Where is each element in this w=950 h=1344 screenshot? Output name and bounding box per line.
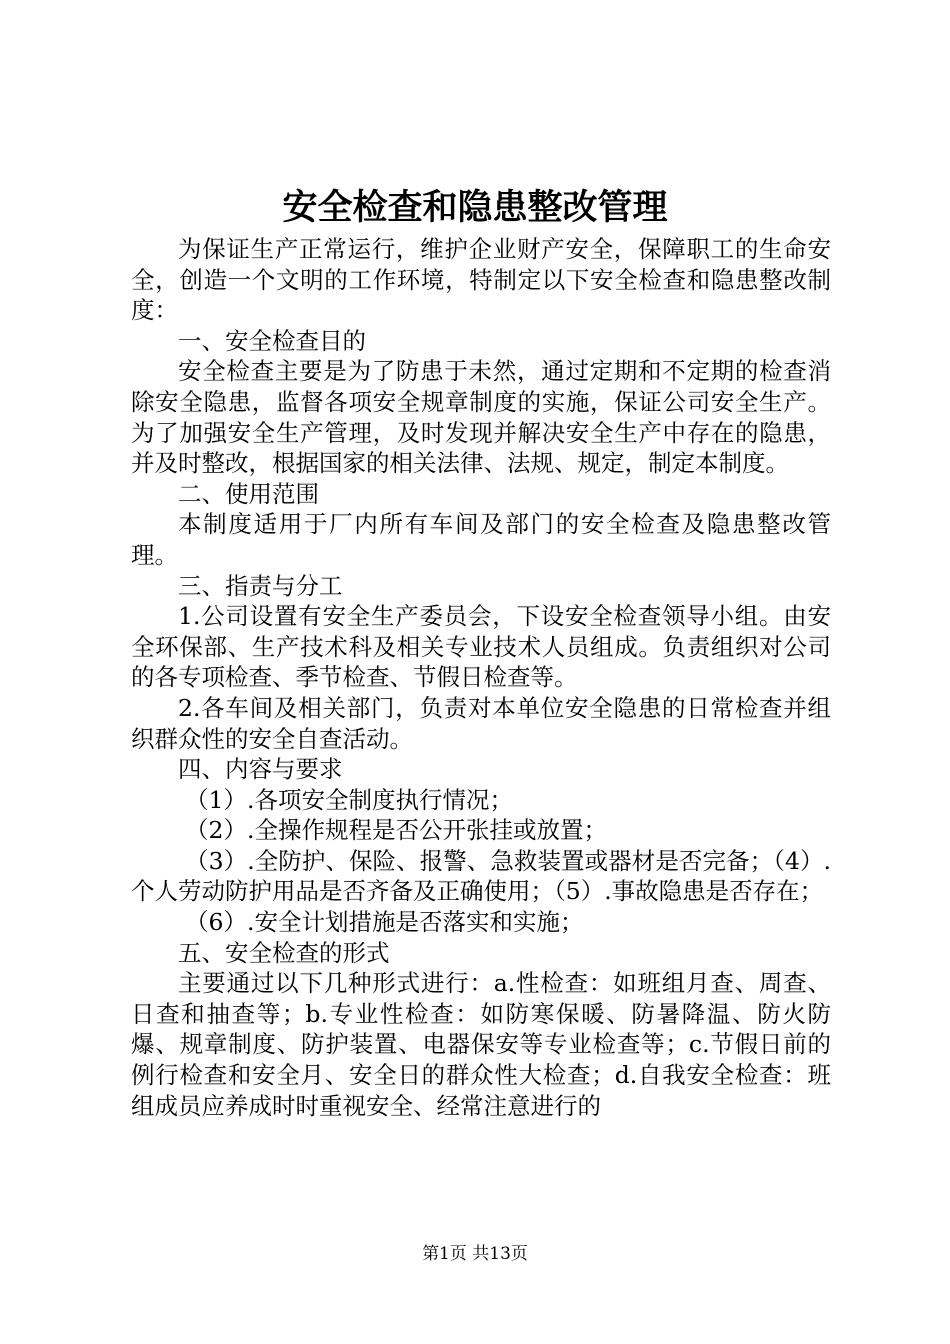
document-body xyxy=(131,234,831,1121)
forms-paragraph: 主要通过以下几种形式进行：a.性检查：如班组月查、周查、日查和抽查等；b.专业性检查：如防寒保暖、防暑降温、防火防爆、规章制度、防护装置、电器保安等专业检查等；c.节假日前的例行检查和安全月、安全日的群众性大检查；d.自我安全检查：班组成员应养成时时重视安全、经常注意进行的 xyxy=(131,969,831,1120)
page-number-footer: 第1页 共13页 xyxy=(422,1244,528,1264)
document-title: 安全检查和隐患整改管理 xyxy=(282,187,668,228)
section-heading-scope: 二、使用范围 xyxy=(178,479,319,508)
content-item-3-5: （3）.全防护、保险、报警、急救装置或器材是否完备；（4）.个人劳动防护用品是否齐备及正确使用；（5）.事故隐患是否存在； xyxy=(131,846,831,906)
content-item-2: （2）.全操作规程是否公开张挂或放置； xyxy=(185,816,607,845)
scope-paragraph: 本制度适用于厂内所有车间及部门的安全检查及隐患整改管理。 xyxy=(131,510,831,569)
section-heading-purpose: 一、安全检查目的 xyxy=(178,326,366,355)
purpose-paragraph: 安全检查主要是为了防患于未然，通过定期和不定期的检查消除安全隐患，监督各项安全规章制度的实施，保证公司安全生产。为了加强安全生产管理，及时发现并解决安全生产中存在的隐患，并及时整改，根据国家的相关法律、法规、规定，制定本制度。 xyxy=(131,357,831,478)
duties-item-2: 2.各车间及相关部门，负责对本单位安全隐患的日常检查并组织群众性的安全自查活动。 xyxy=(131,693,831,753)
section-heading-forms: 五、安全检查的形式 xyxy=(178,938,390,967)
content-item-1: （1）.各项安全制度执行情况； xyxy=(185,785,513,814)
intro-paragraph: 为保证生产正常运行，维护企业财产安全，保障职工的生命安全，创造一个文明的工作环境，特制定以下安全检查和隐患整改制度： xyxy=(131,235,831,325)
content-item-6: （6）.安全计划措施是否落实和实施； xyxy=(185,908,584,937)
section-heading-duties: 三、指责与分工 xyxy=(178,571,343,600)
duties-item-1: 1.公司设置有安全生产委员会，下设安全检查领导小组。由安全环保部、生产技术科及相关专业技术人员组成。负责组织对公司的各专项检查、季节检查、节假日检查等。 xyxy=(131,602,831,692)
section-heading-content: 四、内容与要求 xyxy=(178,755,343,784)
